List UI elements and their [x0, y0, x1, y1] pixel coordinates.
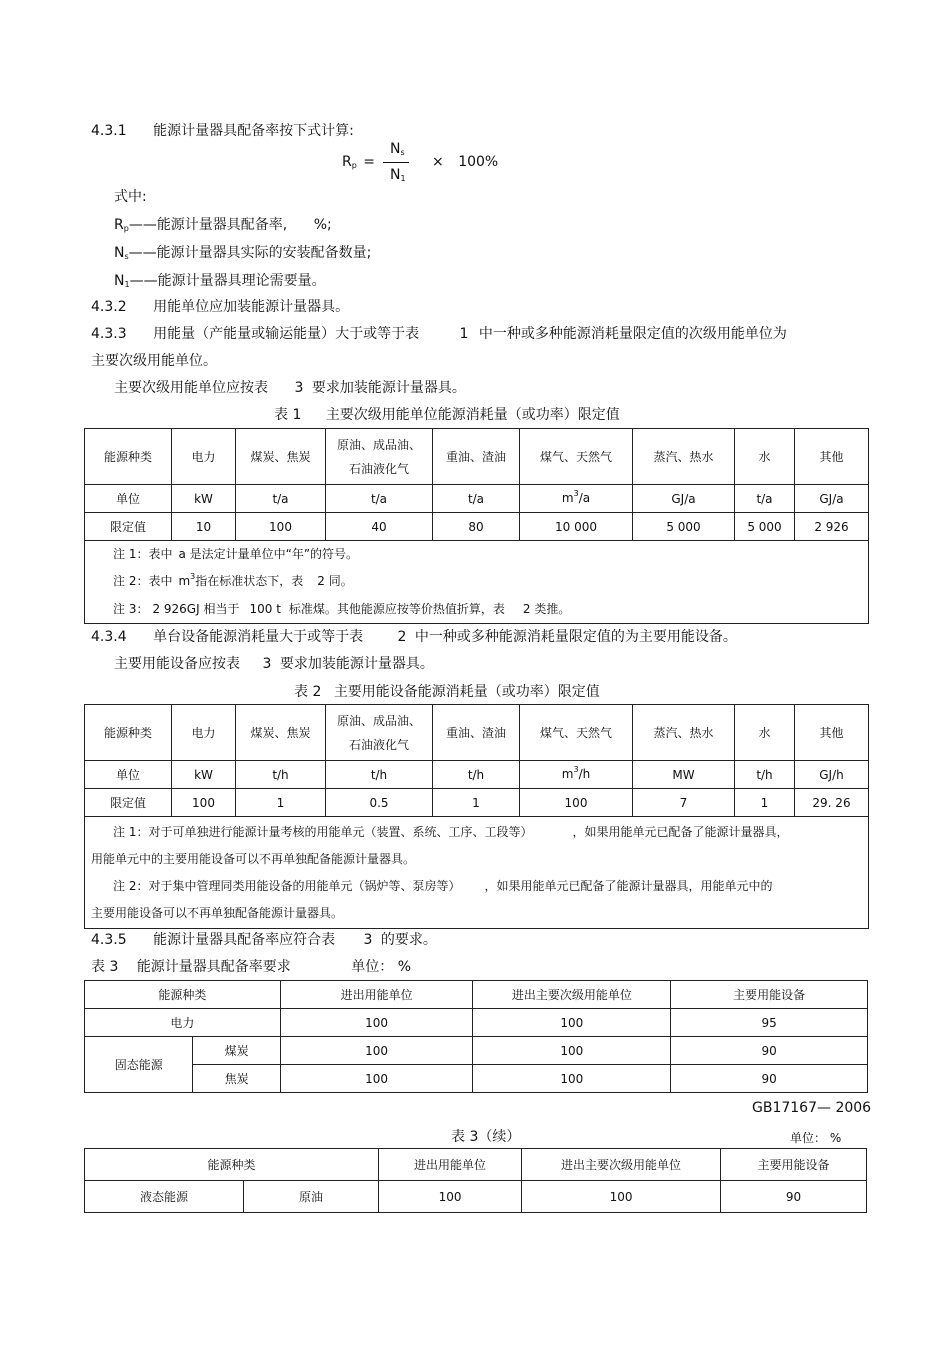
table-cell: 进出主要次级用能单位	[473, 981, 671, 1009]
table-cell: 40	[326, 513, 433, 541]
table-notes-row	[85, 541, 869, 624]
table3-continued-caption: 表 3（续）	[451, 1129, 521, 1145]
table-cell	[520, 761, 633, 789]
text-fragment: 的要求。	[380, 932, 437, 948]
table-cell: 100	[172, 789, 236, 817]
text-fragment: N	[390, 167, 401, 183]
table-cell: 10 000	[520, 513, 633, 541]
table-cell: 能源种类	[85, 429, 172, 485]
table-cell: 10	[172, 513, 236, 541]
fraction-bar	[383, 162, 409, 163]
text-fragment: 能源计量器具配备率要求	[136, 959, 291, 975]
table-cell	[85, 817, 869, 929]
text-fragment: =	[363, 154, 375, 170]
table-cell: 80	[433, 513, 520, 541]
table-cell: kW	[172, 485, 236, 513]
table-cell: 原油	[244, 1181, 379, 1213]
table-cell: 90	[671, 1037, 868, 1065]
text-fragment: /h	[578, 766, 591, 781]
table-unit-row	[85, 485, 869, 513]
table-note	[91, 873, 868, 900]
table2-caption	[294, 683, 600, 701]
text-fragment: N	[114, 245, 125, 261]
table-cell: 重油、渣油	[433, 705, 520, 761]
table-cell: 90	[671, 1065, 868, 1093]
text-fragment: 4.3.5	[91, 932, 127, 948]
table-cell: 0.5	[326, 789, 433, 817]
text-fragment: R	[114, 217, 124, 233]
text-fragment: N	[114, 273, 125, 289]
table-cell: 电力	[85, 1009, 281, 1037]
table-cell: 2 926	[795, 513, 869, 541]
text-fragment: 3	[573, 764, 579, 774]
text-fragment: 表 3	[91, 959, 119, 975]
text-fragment: s	[124, 252, 129, 261]
text-fragment: 注 1：对于可单独进行能源计量考核的用能单元（装置、系统、工序、工段等）	[113, 824, 527, 839]
text-fragment: 石油液化气	[348, 461, 409, 476]
table-cell: 1	[735, 789, 795, 817]
text-fragment: 用能量（产能量或输运能量）大于或等于表	[153, 326, 420, 342]
text-fragment: 3	[573, 488, 579, 498]
text-fragment: 单台设备能源消耗量大于或等于表	[153, 629, 364, 645]
table-3-continued	[84, 1148, 867, 1213]
table-cell: 100	[280, 1065, 473, 1093]
table-cell: 能源种类	[85, 981, 281, 1009]
section-text: 能源计量器具配备率按下式计算:	[153, 123, 354, 139]
table-cell: t/a	[433, 485, 520, 513]
text-fragment: 注 2：表中	[113, 574, 173, 588]
text-fragment: 用能单位应加装能源计量器具。	[153, 299, 350, 315]
formula-numerator	[390, 140, 405, 160]
text-fragment	[85, 1149, 867, 1213]
table-1	[84, 428, 869, 624]
table-cell: 100	[236, 513, 326, 541]
text-fragment: s	[400, 148, 405, 157]
table-cell: 单位	[85, 761, 172, 789]
text-fragment: 2 同。	[317, 574, 353, 588]
table-cell: GJ/a	[633, 485, 735, 513]
table-cell: t/h	[236, 761, 326, 789]
section-4-3-3-p2	[114, 379, 466, 397]
table-row	[85, 1037, 868, 1065]
text-fragment: 3	[363, 932, 373, 948]
text-fragment: 注 1：表中	[113, 547, 173, 561]
text-fragment	[85, 705, 869, 929]
text-fragment: m	[561, 766, 574, 781]
table-row	[85, 1065, 868, 1093]
text-fragment: N	[390, 141, 401, 157]
table-cell: 煤炭	[193, 1037, 280, 1065]
text-fragment: 原油、成品油、	[336, 437, 421, 452]
table-cell: 100	[473, 1037, 671, 1065]
table-cell	[520, 485, 633, 513]
text-fragment: /a	[578, 490, 591, 505]
section-4-3-3	[91, 325, 787, 343]
table-cell: 其他	[795, 429, 869, 485]
text-fragment: 3	[190, 572, 196, 581]
table-cell: 95	[671, 1009, 868, 1037]
table-cell: 重油、渣油	[433, 429, 520, 485]
table-cell: 水	[735, 429, 795, 485]
section-number: 4.3.1	[91, 123, 127, 139]
table-2	[84, 704, 869, 929]
table-note	[113, 596, 868, 623]
table-cell: 电力	[172, 705, 236, 761]
text-fragment: 2	[397, 629, 407, 645]
table-cell	[85, 541, 869, 624]
table-cell: 主要用能设备	[671, 981, 868, 1009]
table-cell: 100	[473, 1009, 671, 1037]
table-cell: t/h	[433, 761, 520, 789]
text-fragment: 指在标准状态下，表	[195, 574, 304, 588]
text-fragment: p	[123, 224, 129, 233]
table-cell: 限定值	[85, 513, 172, 541]
table-header-row	[85, 1149, 867, 1181]
table-cell: 能源种类	[85, 1149, 379, 1181]
table-cell: 单位	[85, 485, 172, 513]
table-cell: t/a	[236, 485, 326, 513]
text-fragment: 4.3.4	[91, 629, 127, 645]
table-cell: 5 000	[735, 513, 795, 541]
table-cell: 限定值	[85, 789, 172, 817]
table-cell: 100	[522, 1181, 721, 1213]
table-cell: 煤气、天然气	[520, 705, 633, 761]
table-note-cont: 用能单元中的主要用能设备可以不再单独配备能源计量器具。	[91, 851, 416, 866]
table-cell: 1	[433, 789, 520, 817]
table-row	[85, 1009, 868, 1037]
table-cell: t/h	[326, 761, 433, 789]
table-cell: kW	[172, 761, 236, 789]
table-cell: t/h	[735, 761, 795, 789]
table-cell: 蒸汽、热水	[633, 429, 735, 485]
text-fragment: ，如果用能单元已配备了能源计量器具，用能单元中的	[484, 878, 773, 893]
text-fragment: 100 t	[249, 602, 281, 616]
text-fragment: m	[561, 490, 574, 505]
table-cell: 其他	[795, 705, 869, 761]
section-4-3-4-p2	[114, 655, 434, 673]
text-fragment: ——能源计量器具实际的安装配备数量;	[128, 245, 372, 261]
table-cell: 90	[721, 1181, 867, 1213]
formula-lhs	[342, 153, 375, 173]
section-4-3-3-cont: 主要次级用能单位。	[91, 353, 217, 369]
text-fragment: 要求加装能源计量器具。	[311, 380, 466, 396]
text-fragment: 注 2：对于集中管理同类用能设备的用能单元（锅炉等、泵房等）	[113, 878, 455, 893]
text-fragment: ×	[432, 154, 444, 170]
text-fragment: 原油、成品油、	[336, 713, 421, 728]
text-fragment: a 是法定计量单位中“年”的符号。	[178, 547, 359, 561]
text-fragment: 2 类推。	[522, 602, 571, 616]
where-line-1	[114, 216, 332, 236]
table-cell: 5 000	[633, 513, 735, 541]
table-3	[84, 980, 868, 1093]
text-fragment: 中一种或多种能源消耗量限定值的为主要用能设备。	[414, 629, 737, 645]
text-fragment: 单位： %	[351, 959, 412, 975]
table-note	[91, 819, 868, 846]
table-cell: 1	[236, 789, 326, 817]
table-cell: GJ/a	[795, 485, 869, 513]
table-cell: 进出用能单位	[280, 981, 473, 1009]
table-cell: t/a	[735, 485, 795, 513]
table-cell: 液态能源	[85, 1181, 244, 1213]
text-fragment: %;	[313, 217, 332, 233]
table-cell: 100	[280, 1009, 473, 1037]
table1-caption	[274, 406, 620, 424]
table-unit-row	[85, 761, 869, 789]
table-cell: t/a	[326, 485, 433, 513]
text-fragment: m	[178, 574, 191, 588]
table-cell: 进出主要次级用能单位	[522, 1149, 721, 1181]
table-cell: 7	[633, 789, 735, 817]
table-cell: 电力	[172, 429, 236, 485]
formula-denominator	[390, 166, 406, 186]
table-cell: 煤气、天然气	[520, 429, 633, 485]
table-cell: GJ/h	[795, 761, 869, 789]
text-fragment: 表 2	[294, 684, 322, 700]
text-fragment	[85, 981, 868, 1093]
text-fragment: 2 926GJ 相当于	[152, 602, 240, 616]
table-header-row	[85, 981, 868, 1009]
section-4-3-1	[91, 122, 354, 140]
text-fragment: 主要次级用能单位应按表	[114, 380, 268, 396]
text-fragment: 100%	[458, 154, 499, 170]
table-cell: 固态能源	[85, 1037, 193, 1093]
table-note-cont: 主要用能设备可以不再单独配备能源计量器具。	[91, 905, 344, 920]
table-cell: 100	[520, 789, 633, 817]
table-cell: 100	[280, 1037, 473, 1065]
text-fragment: 3	[294, 380, 304, 396]
text-fragment: 4.3.3	[91, 326, 127, 342]
table-note	[113, 541, 868, 568]
table-cell: 100	[379, 1181, 522, 1213]
text-fragment: 注 3：	[113, 602, 149, 616]
table-cell: 主要用能设备	[721, 1149, 867, 1181]
text-fragment: 标准煤。其他能源应按等价热值折算，表	[288, 602, 505, 616]
section-4-3-2	[91, 298, 349, 316]
text-fragment: 1	[459, 326, 469, 342]
table-note	[113, 568, 868, 596]
text-fragment	[85, 429, 869, 624]
table-row	[85, 1181, 867, 1213]
table-limit-row	[85, 789, 869, 817]
table-cell	[326, 429, 433, 485]
text-fragment: 1	[400, 174, 406, 183]
table-cell: 焦炭	[193, 1065, 280, 1093]
table-header-row	[85, 429, 869, 485]
text-fragment: 主要用能设备能源消耗量（或功率）限定值	[333, 684, 600, 700]
where-label: 式中:	[114, 189, 147, 205]
table-header-row	[85, 705, 869, 761]
table-cell: 煤炭、焦炭	[236, 705, 326, 761]
text-fragment: 表 1	[274, 407, 302, 423]
text-fragment: 1	[124, 280, 130, 289]
text-fragment: 能源计量器具配备率应符合表	[153, 932, 336, 948]
table-cell: 100	[473, 1065, 671, 1093]
text-fragment: 中一种或多种能源消耗量限定值的次级用能单位为	[478, 326, 787, 342]
formula-multiplier	[432, 153, 498, 171]
text-fragment: 3	[262, 656, 272, 672]
section-4-3-4	[91, 628, 737, 646]
table-limit-row	[85, 513, 869, 541]
text-fragment: 主要次级用能单位能源消耗量（或功率）限定值	[325, 407, 620, 423]
table3-continued-unit: 单位： %	[790, 1131, 842, 1145]
table-cell: MW	[633, 761, 735, 789]
document-code: GB17167— 2006	[752, 1100, 872, 1116]
table-cell: 29. 26	[795, 789, 869, 817]
table-notes-row	[85, 817, 869, 929]
where-line-2	[114, 244, 371, 264]
table-cell: 水	[735, 705, 795, 761]
table-cell: 能源种类	[85, 705, 172, 761]
text-fragment: 主要用能设备应按表	[114, 656, 240, 672]
section-4-3-5	[91, 931, 437, 949]
text-fragment: ，如果用能单元已配备了能源计量器具，	[572, 824, 789, 839]
text-fragment: ——能源计量器具配备率,	[128, 217, 288, 233]
text-fragment: ——能源计量器具理论需要量。	[129, 273, 326, 289]
table-cell: 进出用能单位	[379, 1149, 522, 1181]
text-fragment: p	[351, 161, 357, 170]
text-fragment: 4.3.2	[91, 299, 127, 315]
table-cell: 煤炭、焦炭	[236, 429, 326, 485]
table-cell	[326, 705, 433, 761]
text-fragment: 要求加装能源计量器具。	[279, 656, 434, 672]
where-line-3	[114, 272, 326, 292]
table3-caption	[91, 958, 411, 976]
table-cell: 蒸汽、热水	[633, 705, 735, 761]
text-fragment: 石油液化气	[348, 737, 409, 752]
text-fragment: R	[342, 154, 352, 170]
